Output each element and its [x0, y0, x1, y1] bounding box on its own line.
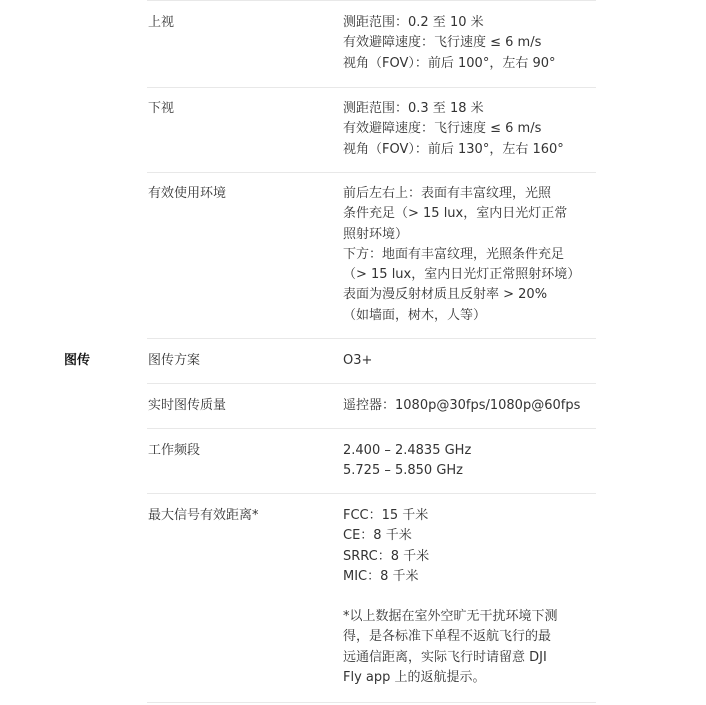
spec-value-line: 5.725 – 5.850 GHz: [343, 463, 464, 479]
spec-value-line: 下方：地面有丰富纹理，光照条件充足: [343, 246, 565, 262]
spec-value-line: 照射环境）: [343, 226, 409, 242]
spec-value-line: 条件充足（> 15 lux，室内日光灯正常: [343, 206, 568, 222]
divider: [147, 428, 596, 429]
spec-label-max-transmission-distance: 最大信号有效距离*: [148, 508, 259, 523]
spec-value-line: （> 15 lux，室内日光灯正常照射环境）: [343, 267, 581, 283]
spec-value-transmission-system: [343, 351, 603, 371]
spec-value-line: 测距范围：0.3 至 18 米: [343, 101, 484, 116]
spec-value-line: 表面为漫反射材质且反射率 > 20%: [343, 287, 548, 303]
spec-value-line: 遥控器：1080p@30fps/1080p@60fps: [343, 398, 581, 413]
divider: [147, 702, 596, 703]
footnote-line: 得，是各标准下单程不返航飞行的最: [343, 629, 552, 645]
footnote-line: Fly app 上的返航提示。: [343, 669, 486, 685]
spec-value-line: 有效避障速度：飞行速度 ≤ 6 m/s: [343, 35, 542, 51]
spec-value-max-transmission-distance: [343, 506, 603, 587]
divider: [147, 172, 596, 173]
spec-value-line: FCC：15 千米: [343, 508, 429, 523]
footnote-line: 远通信距离，实际飞行时请留意 DJI: [343, 649, 547, 665]
footnote-line: *以上数据在室外空旷无干扰环境下测: [343, 609, 558, 624]
spec-label-downward-vision: 下视: [148, 101, 175, 116]
spec-value-line: CE：8 千米: [343, 528, 412, 544]
spec-label-operating-environment: 有效使用环境: [148, 186, 227, 201]
spec-value-operating-frequency: [343, 441, 603, 482]
spec-label-operating-frequency: 工作频段: [148, 443, 201, 458]
spec-value-line: MIC：8 千米: [343, 568, 419, 584]
section-title-video-transmission: 图传: [64, 353, 91, 368]
divider: [147, 383, 596, 384]
spec-value-line: （如墙面，树木，人等）: [343, 307, 487, 323]
divider: [147, 0, 596, 1]
spec-label-live-view-quality: 实时图传质量: [148, 398, 227, 413]
spec-value-line: 有效避障速度：飞行速度 ≤ 6 m/s: [343, 121, 542, 137]
spec-value-live-view-quality: [343, 396, 603, 416]
spec-label-transmission-system: 图传方案: [148, 353, 201, 368]
spec-value-line: SRRC：8 千米: [343, 548, 430, 564]
spec-value-upward-vision: [343, 13, 603, 74]
spec-label-upward-vision: 上视: [148, 15, 175, 30]
divider: [147, 338, 596, 339]
spec-value-line: 视角（FOV）：前后 130°，左右 160°: [343, 141, 564, 157]
spec-value-downward-vision: [343, 99, 603, 160]
spec-value-line: 前后左右上：表面有丰富纹理，光照: [343, 186, 552, 201]
divider: [147, 87, 596, 88]
spec-value-line: O3+: [343, 353, 373, 368]
footnote: [343, 607, 578, 688]
spec-value-operating-environment: [343, 184, 603, 326]
divider: [147, 493, 596, 494]
spec-value-line: 视角（FOV）：前后 100°，左右 90°: [343, 55, 556, 71]
spec-value-line: 2.400 – 2.4835 GHz: [343, 443, 472, 458]
spec-value-line: 测距范围：0.2 至 10 米: [343, 15, 484, 30]
